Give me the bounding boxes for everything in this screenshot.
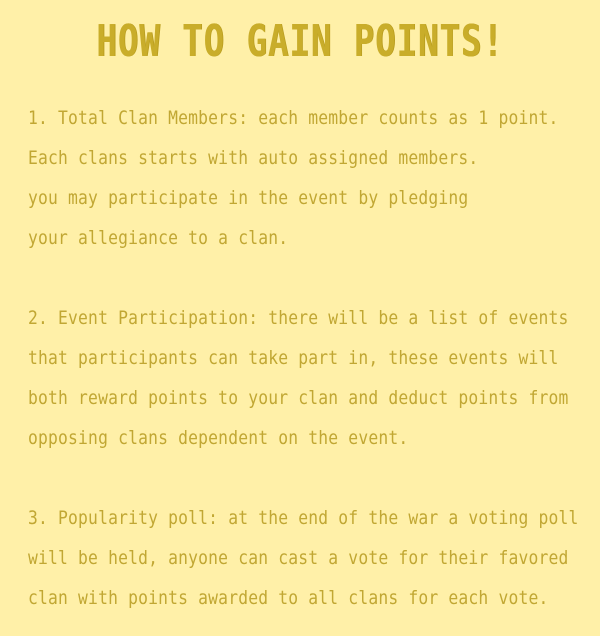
rule-total-clan-members [28,98,600,258]
rule-line: 3. Popularity poll: at the end of the war a voting poll [28,507,579,529]
rule-line: 2. Event Participation: there will be a list of events [28,307,569,329]
rule-line: opposing clans dependent on the event. [28,427,409,449]
rule-line: that participants can take part in, these events will [28,347,559,369]
rule-line: you may participate in the event by pledging [28,187,469,209]
rule-line: 1. Total Clan Members: each member counts as 1 point. [28,107,559,129]
page-title: HOW TO GAIN POINTS! [96,16,504,67]
rule-event-participation [28,298,600,458]
rule-line: Each clans starts with auto assigned members. [28,147,479,169]
rule-line: both reward points to your clan and deduct points from [28,387,569,409]
rule-line: will be held, anyone can cast a vote for their favored [28,547,569,569]
rule-popularity-poll [28,498,600,618]
rule-line: your allegiance to a clan. [28,227,289,249]
rule-line: clan with points awarded to all clans for each vote. [28,587,549,609]
